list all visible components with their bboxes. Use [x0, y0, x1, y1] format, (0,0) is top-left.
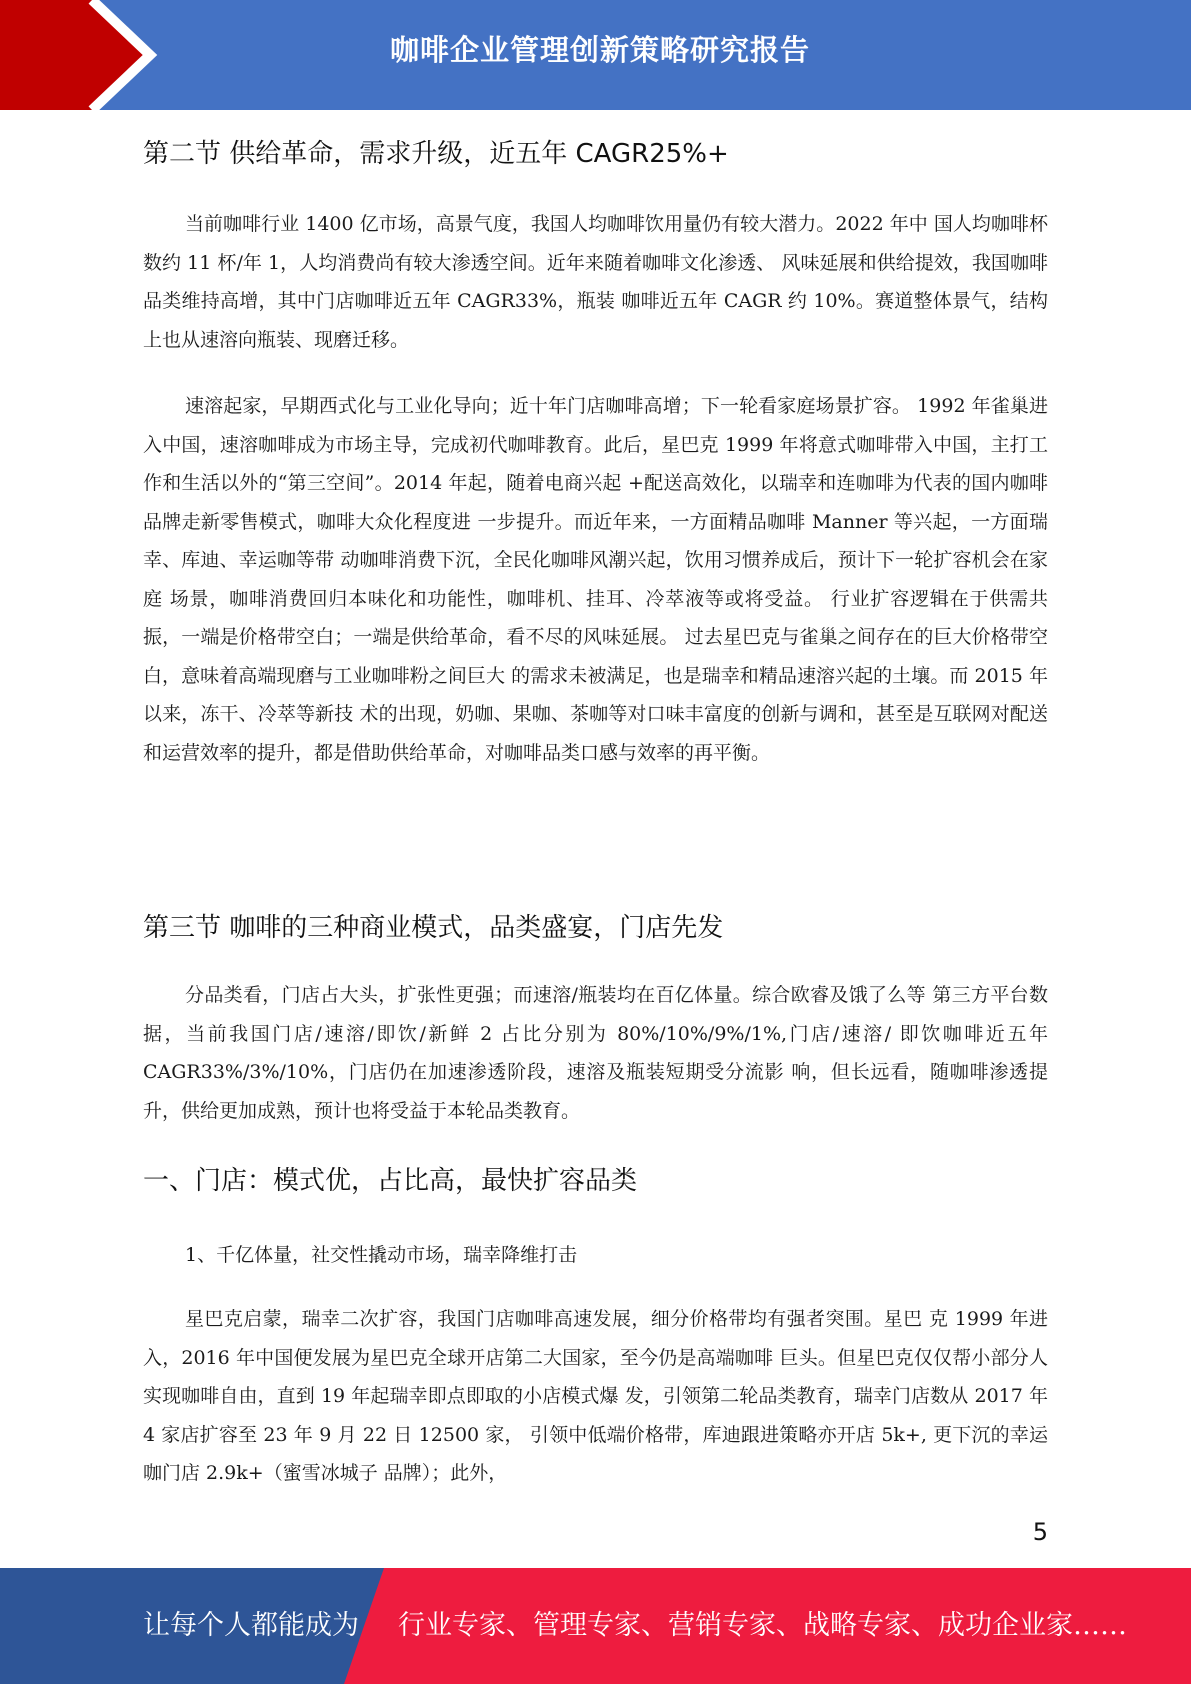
- section-2-heading: 第二节 供给革命，需求升级，近五年 CAGR25%+: [143, 139, 729, 169]
- footer-slogan-left: 让每个人都能成为: [143, 1610, 359, 1641]
- document-title: 咖啡企业管理创新策略研究报告: [390, 33, 811, 67]
- section-2-paragraph-2: 速溶起家，早期西式化与工业化导向；近十年门店咖啡高增；下一轮看家庭场景扩容。 1992 年雀巢进入中国，速溶咖啡成为市场主导，完成初代咖啡教育。此后，星巴克 1999 年将意式咖啡带入中国，主打工作和生活以外的“第三空间”。2014 年起，随着电商兴起 +配送高效化，以瑞幸和连咖啡为代表的国内咖啡品牌走新零售模式，咖啡大众化程度进 一步提升。而近年来，一方面精品咖啡 Manner 等兴起，一方面瑞幸、库迪、幸运咖等带 动咖啡消费下沉，全民化咖啡风潮兴起，饮用习惯养成后，预计下一轮扩容机会在家庭 场景，咖啡消费回归本味化和功能性，咖啡机、挂耳、冷萃液等或将受益。 行业扩容逻辑在于供需共振，一端是价格带空白；一端是供给革命，看不尽的风味延展。 过去星巴克与雀巢之间存在的巨大价格带空白，意味着高端现磨与工业咖啡粉之间巨大 的需求未被满足，也是瑞幸和精品速溶兴起的土壤。而 2015 年以来，冻干、冷萃等新技 术的出现，奶咖、果咖、茶咖等对口味丰富度的创新与调和，甚至是互联网对配送和运营效率的提升，都是借助供给革命，对咖啡品类口感与效率的再平衡。: [143, 395, 1048, 764]
- subsection-1-heading: 一、门店：模式优，占比高，最快扩容品类: [143, 1166, 638, 1196]
- footer-slogan-right: 行业专家、管理专家、营销专家、战略专家、成功企业家……: [398, 1610, 1127, 1641]
- section-2-paragraph-1: 当前咖啡行业 1400 亿市场，高景气度，我国人均咖啡饮用量仍有较大潜力。2022 年中 国人均咖啡杯数约 11 杯/年 1，人均消费尚有较大渗透空间。近年来随着咖啡文化渗透、 风味延展和供给提效，我国咖啡品类维持高增，其中门店咖啡近五年 CAGR33%，瓶装 咖啡近五年 CAGR 约 10%。赛道整体景气，结构上也从速溶向瓶装、现磨迁移。: [143, 213, 1048, 351]
- section-3-paragraph-1: 分品类看，门店占大头，扩张性更强；而速溶/瓶装均在百亿体量。综合欧睿及饿了么等 第三方平台数据，当前我国门店/速溶/即饮/新鲜 2 占比分别为 80%/10%/9%/1%,门店/速溶/ 即饮咖啡近五年 CAGR33%/3%/10%，门店仍在加速渗透阶段，速溶及瓶装短期受分流影 响，但长远看，随咖啡渗透提升，供给更加成熟，预计也将受益于本轮品类教育。: [143, 984, 1048, 1122]
- subsection-1-paragraph-1: 星巴克启蒙，瑞幸二次扩容，我国门店咖啡高速发展，细分价格带均有强者突围。星巴 克 1999 年进入，2016 年中国便发展为星巴克全球开店第二大国家，至今仍是高端咖啡 巨头。但星巴克仅仅帮小部分人实现咖啡自由，直到 19 年起瑞幸即点即取的小店模式爆 发，引领第二轮品类教育，瑞幸门店数从 2017 年 4 家店扩容至 23 年 9 月 22 日 12500 家， 引领中低端价格带，库迪跟进策略亦开店 5k+, 更下沉的幸运咖门店 2.9k+（蜜雪冰城子 品牌）；此外，: [143, 1308, 1048, 1484]
- subsection-1-item-1: 1、千亿体量，社交性撬动市场，瑞幸降维打击: [185, 1244, 578, 1266]
- header-red-arrow: [0, 0, 150, 110]
- page-footer: [0, 1568, 1191, 1684]
- page-number: 5: [1032, 1518, 1048, 1546]
- section-3-heading: 第三节 咖啡的三种商业模式，品类盛宴，门店先发: [143, 913, 724, 943]
- page-header: [0, 0, 1191, 110]
